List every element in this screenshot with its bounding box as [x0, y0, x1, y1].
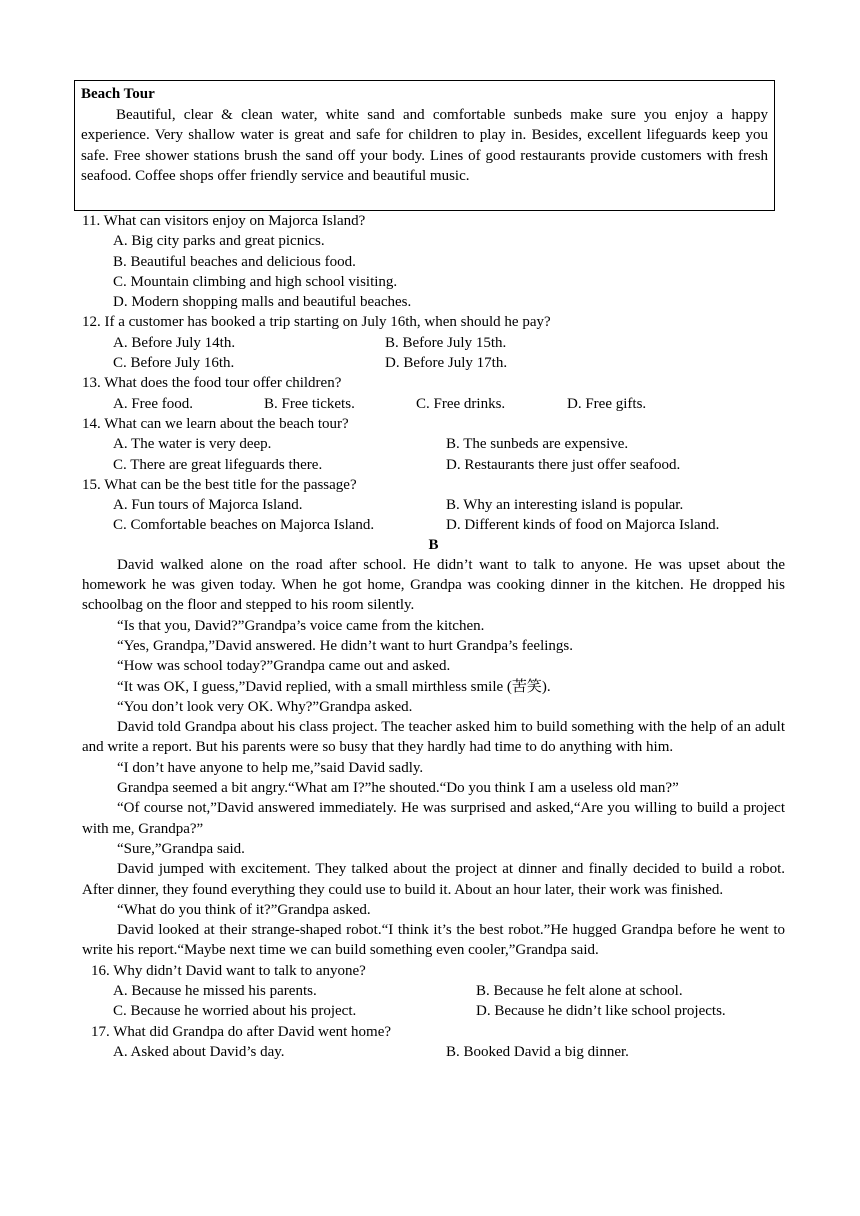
beach-tour-box [74, 80, 775, 211]
option-d: D. Different kinds of food on Majorca Island. [446, 517, 720, 534]
option-d: D. Restaurants there just offer seafood. [446, 456, 681, 473]
story-paragraph: David jumped with excitement. They talked about the project at dinner and finally decided to build a robot. After dinner, they found everything they could use to build it. About an hour later, their work was finished. [82, 861, 785, 898]
story-paragraph: “It was OK, I guess,”David replied, with a small mirthless smile (苦笑). [117, 678, 551, 695]
options-row [82, 455, 785, 475]
option-d: D. Modern shopping malls and beautiful beaches. [113, 294, 412, 311]
option-c: C. Because he worried about his project. [113, 1003, 357, 1020]
options-row [82, 981, 785, 1001]
story-paragraph: David looked at their strange-shaped robot.“I think it’s the best robot.”He hugged Grandpa before he went to write his report.“Maybe next time we can build something even cooler,”Grandpa said. [82, 922, 785, 959]
option-a: A. Big city parks and great picnics. [113, 233, 325, 250]
option-d: D. Because he didn’t like school projects. [476, 1003, 726, 1020]
question-stem: 11. What can visitors enjoy on Majorca Island? [82, 213, 366, 229]
options-row [82, 353, 785, 373]
options-row [82, 515, 785, 535]
question-14 [82, 414, 785, 475]
options-row [82, 394, 785, 414]
option-b: B. Beautiful beaches and delicious food. [113, 253, 356, 270]
option-a: A. Asked about David’s day. [113, 1043, 285, 1060]
question-stem: 12. If a customer has booked a trip starting on July 16th, when should he pay? [82, 314, 551, 331]
option-c: C. Before July 16th. [113, 355, 235, 372]
option-d: D. Before July 17th. [385, 355, 508, 372]
option-c: C. Comfortable beaches on Majorca Island. [113, 517, 375, 534]
option-c: C. Free drinks. [416, 395, 506, 412]
option-b: B. Because he felt alone at school. [476, 982, 683, 999]
story-paragraph: “How was school today?”Grandpa came out and asked. [117, 658, 451, 675]
question-stem: 14. What can we learn about the beach tour? [82, 415, 349, 432]
option-c: C. There are great lifeguards there. [113, 456, 323, 473]
option-c: C. Mountain climbing and high school visiting. [113, 273, 398, 290]
question-stem: 16. Why didn’t David want to talk to anyone? [91, 962, 366, 979]
question-15 [82, 475, 785, 536]
story-paragraph: David told Grandpa about his class project. The teacher asked him to build something with the help of an adult and write a report. But his parents were so busy that they hardly had time to do anything with him. [82, 719, 785, 756]
option-a: A. The water is very deep. [113, 436, 272, 453]
option-a: A. Because he missed his parents. [113, 982, 317, 999]
story-paragraph: David walked alone on the road after school. He didn’t want to talk to anyone. He was upset about the homework he was given today. When he got home, Grandpa was cooking dinner in the kitchen. He dropped his schoolbag on the floor and stepped to his room silently. [82, 556, 785, 614]
section-heading: B [428, 536, 439, 553]
question-stem: 15. What can be the best title for the passage? [82, 476, 357, 493]
question-stem: 13. What does the food tour offer children? [82, 375, 342, 392]
options-row [82, 434, 785, 454]
option-d: D. Free gifts. [567, 395, 647, 412]
story-paragraph: “Of course not,”David answered immediately. He was surprised and asked,“Are you willing to build a project with me, Grandpa?” [82, 800, 785, 837]
question-16 [82, 961, 785, 1022]
option-b: B. Before July 15th. [385, 334, 507, 351]
option-a: A. Free food. [113, 395, 193, 412]
option-b: B. Free tickets. [264, 395, 355, 412]
story-paragraph: “What do you think of it?”Grandpa asked. [117, 901, 371, 918]
story-paragraph: “Sure,”Grandpa said. [117, 840, 245, 857]
question-12 [82, 312, 785, 373]
story-paragraph: “Yes, Grandpa,”David answered. He didn’t want to hurt Grandpa’s feelings. [117, 637, 573, 654]
story-paragraph: “Is that you, David?”Grandpa’s voice came from the kitchen. [117, 617, 485, 634]
question-11 [82, 211, 785, 312]
options-row [82, 1042, 785, 1062]
box-title: Beach Tour [81, 86, 155, 102]
option-a: A. Before July 14th. [113, 334, 236, 351]
story-paragraph: “I don’t have anyone to help me,”said David sadly. [117, 759, 424, 776]
options-row [82, 1001, 785, 1021]
option-b: B. Booked David a big dinner. [446, 1043, 629, 1060]
options-row [82, 495, 785, 515]
story-paragraph: “You don’t look very OK. Why?”Grandpa asked. [117, 698, 413, 715]
question-17 [82, 1022, 785, 1063]
options-row [82, 333, 785, 353]
story-passage [82, 555, 785, 961]
option-a: A. Fun tours of Majorca Island. [113, 497, 303, 514]
document-page [82, 80, 785, 1062]
option-b: B. Why an interesting island is popular. [446, 497, 684, 514]
box-text: Beautiful, clear & clean water, white sand and comfortable sunbeds make sure you enjoy a happy experience. Very shallow water is great and safe for children to play in. Besides, excellent lifeguards keep you safe. Free shower stations brush the sand off your body. Lines of good restaurants provide customers with fresh seafood. Coffee shops offer friendly service and beautiful music. [81, 106, 768, 185]
story-paragraph: Grandpa seemed a bit angry.“What am I?”he shouted.“Do you think I am a useless old man?” [117, 780, 679, 797]
question-stem: 17. What did Grandpa do after David went home? [91, 1023, 392, 1040]
question-13 [82, 373, 785, 414]
option-b: B. The sunbeds are expensive. [446, 436, 629, 453]
